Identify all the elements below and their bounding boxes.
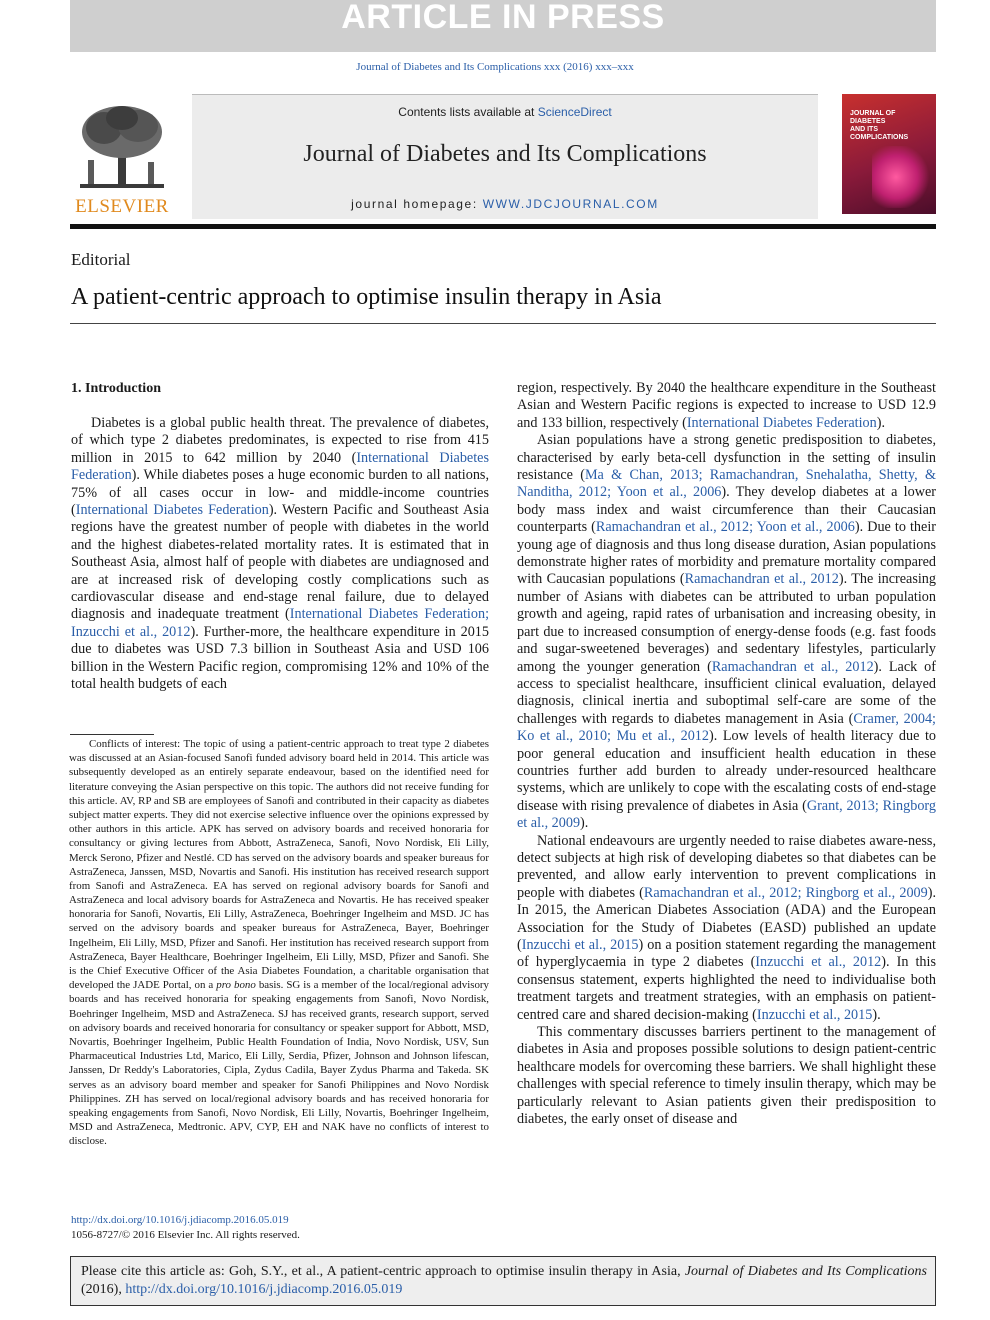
citation-doi-link[interactable]: http://dx.doi.org/10.1016/j.jdiacomp.2016.05.019 <box>125 1282 403 1297</box>
masthead <box>70 94 936 218</box>
text: ). The increasing number of Asians with diabetes can be attributed to urban population growth and ageing, rapid rates of urbanisation and increasing obesity, in part due to increased consumption of energy-dense foods (e.g. fast foods and sugar-sweetened beverages) and sedentary lifestyles, particularly among the younger generation ( <box>517 571 936 675</box>
paragraph <box>517 432 936 832</box>
reference-link[interactable]: International Diabetes Federation <box>686 414 877 431</box>
journal-header <box>192 94 818 219</box>
text: ). In 2015, the American Diabetes Association (ADA) and the European Association for the Study of Diabetes (EASD) published an update ( <box>517 884 937 953</box>
header-divider <box>70 224 936 229</box>
reference-link[interactable]: Ramachandran et al., 2012; Yoon et al., 2006 <box>595 519 855 536</box>
text: ). Due to their young age of diagnosis and thus long disease duration, Asian populations demonstrate higher rates of morbidity and premature mortality compared with Caucasian populations ( <box>517 519 936 588</box>
homepage-prefix: journal homepage: <box>351 197 483 211</box>
footnote-text <box>69 737 489 1148</box>
text: ). While diabetes poses a huge economic burden to all nations, 75% of all cases occur in low- and middle-income countries ( <box>71 467 489 519</box>
reference-link[interactable]: Inzucchi et al., 2015 <box>521 937 639 953</box>
journal-cover-thumbnail[interactable] <box>842 94 936 214</box>
reference-link[interactable]: Ma & Chan, 2013; Ramachandran, Snehalatha, Shetty, & Nanditha, 2012; Yoon et al., 2006 <box>517 467 936 501</box>
reference-link[interactable]: Inzucchi et al., 2015 <box>756 1006 873 1023</box>
text: basis. SG is a member of the local/regional advisory boards and has received honoraria for speaking engagements from Sanofi, Novo Nordisk, Boehringer Ingelheim, MSD and AstraZeneca. SJ has received grants, research support, served on advisory boards and received honoraria for consultancy or speaker support for Abbott, MSD, Novartis, Boehringer Ingelheim, Public Health Foundation of India, Novo Nordisk, USV, Sun Pharmaceutical Industries Ltd, Marico, Eli Lilly, Serdia, Pfizer, Johnson and Johnson lifescan, Janssen, Dr Reddy's Laboratories, Cipla, Zydus Cadila, Bayer Zydus Pharma and Takeda. SK serves as an advisory board member and speaker for Sanofi Philippines and Novo Nordisk Philippines. ZH has served on local/regional advisory boards and has received honoraria for speaking engagements from Sanofi, Novo Nordisk, Eli Lilly, Novartis, Boehringer Ingelheim, MSD and AstraZeneca, Medtronic. APV, CYP, EH and NAK have no conflicts of interest to disclose. <box>69 979 489 1148</box>
homepage-link[interactable]: WWW.JDCJOURNAL.COM <box>482 197 659 211</box>
text: region, respectively. By 2040 the healthcare expenditure in the Southeast Asian and Western Pacific regions is expected to increase to USD 12.9 and 133 billion, respectively ( <box>517 380 936 431</box>
reference-link[interactable]: Ramachandran et al., 2012 <box>684 571 839 588</box>
copyright-line: 1056-8727/© 2016 Elsevier Inc. All rights reserved. <box>71 1229 300 1241</box>
text: ). Lack of access to specialist healthcare, insufficient clinical evaluation, delayed diagnosis, clinical inertia and suboptimal self-care are some of the challenges with regards to diabetes management in Asia ( <box>517 658 936 727</box>
cover-line: DIABETES <box>850 118 886 125</box>
reference-link[interactable]: Ramachandran et al., 2012; Ringborg et al., 2009 <box>643 884 928 901</box>
title-divider <box>70 323 936 324</box>
right-column <box>517 380 936 1128</box>
text: ). They develop diabetes at a lower body mass index and waist circumference than their Caucasian counterparts ( <box>517 484 936 536</box>
article-type: Editorial <box>71 250 131 269</box>
reference-link[interactable]: International Diabetes Federation <box>75 502 269 519</box>
doi-link[interactable]: http://dx.doi.org/10.1016/j.jdiacomp.2016.05.019 <box>71 1214 289 1226</box>
elsevier-logo[interactable] <box>70 104 174 217</box>
article-title: A patient-centric approach to optimise insulin therapy in Asia <box>71 284 662 310</box>
cover-line: COMPLICATIONS <box>850 134 909 141</box>
paragraph <box>517 380 936 432</box>
elsevier-tree-icon <box>74 104 170 190</box>
reference-link[interactable]: Inzucchi et al., 2012 <box>755 954 882 971</box>
text: ). Western Pacific and Southeast Asia regions have the greatest number of people with diabetes in the world and the highest diabetes-related mortality rates. It is estimated that in Southeast Asia, almost half of people with diabetes are undiagnosed and are at increased risk of developing costly complications such as cardiovascular disease and end-stage renal failure, due to delayed diagnosis and inadequate treatment ( <box>71 502 489 623</box>
text: Diabetes is a global public health threat. The prevalence of diabetes, of which type 2 diabetes predominates, is expected to rise from 415 million in 2015 to 642 million by 2040 ( <box>71 415 489 466</box>
citation-box <box>70 1256 936 1306</box>
paragraph <box>517 833 936 1024</box>
journal-citation-link[interactable]: Journal of Diabetes and Its Complications xxx (2016) xxx–xxx <box>356 61 634 73</box>
publisher-name: ELSEVIER <box>75 196 169 217</box>
conflicts-of-interest-footnote <box>69 737 489 1148</box>
text: (2016), <box>81 1282 126 1297</box>
text: ). <box>872 1006 881 1023</box>
sciencedirect-link[interactable]: ScienceDirect <box>537 105 612 119</box>
journal-name: Journal of Diabetes and Its Complications <box>684 1264 927 1279</box>
citation-text <box>81 1263 927 1299</box>
text: ) on a position statement regarding the management of hyperglycaemia in type 2 diabetes ( <box>517 937 936 971</box>
reference-link[interactable]: Cramer, 2004; Ko et al., 2010; Mu et al., 2012 <box>517 710 936 745</box>
reference-link[interactable]: Ramachandran et al., 2012 <box>711 658 874 675</box>
paragraph: This commentary discusses barriers pertinent to the management of diabetes in Asia and proposes possible solutions to design patient-centric healthcare models for overcoming these barriers. We shall highlight these challenges with special reference to timely insulin therapy, which may be particularly relevant to Asian patients given their predisposition to diabetes, the early onset of disease and <box>517 1024 936 1128</box>
footnote-divider <box>70 734 154 735</box>
text: Conflicts of interest: The topic of using a patient-centric approach to treat type 2 diabetes was discussed at an Asian-focused Sanofi funded advisory board held in 2014. This article was subsequently developed as an entirely separate endeavour, based on the identified need for literature conveying the Asian perspective on this topic. The authors did not receive funding for this article. AV, RP and SB are employees of Sanofi and contributed in their capacity as diabetes subject matter experts. They did not exercise selective influence over the opinions expressed by other authors in this article. APK has served on advisory boards and received honoraria for consultancy or giving lectures from Abbott, AstraZeneca, Sanofi, Novo Nordisk, Eli Lilly, Merck Serono, Pfizer and Nestlé. CD has served on the advisory boards and speaker bureaus for AstraZeneca, Janssen, MSD, Novartis and Sanofi. His institution has received research support from Sanofi and AstraZeneca. EA has served on regional advisory boards for Sanofi and AstraZeneca and local advisory boards for AstraZeneca and Novartis. He has received speaker honoraria for Sanofi, Novartis, Eli Lilly, AstraZeneca, Boehringer Ingelheim and MSD. JC has served on the advisory boards and speaker bureaus for AstraZeneca, Bayer, Boehringer Ingelheim, Eli Lilly, MSD, Pfizer and Sanofi. Her institution has received research support from AstraZeneca, Bayer Healthcare, Boehringer Ingelheim, Eli Lilly, MSD, Pfizer and Sanofi. She is the Chief Executive Officer of the Asia Diabetes Foundation, a charitable organisation that developed the JADE Portal, on a <box>69 738 489 992</box>
text: National endeavours are urgently needed to raise diabetes aware-ness, detect subjects at high risk of developing diabetes so that diabetes can be prevented, and allow early intervention to prevent complications in people with diabetes ( <box>517 832 936 901</box>
contents-line <box>192 105 818 119</box>
reference-link[interactable]: International Diabetes Federation; Inzucchi et al., 2012 <box>71 606 490 640</box>
cover-title <box>850 110 908 142</box>
cover-line: AND ITS <box>850 126 878 133</box>
text: ). Further-more, the healthcare expenditure in 2015 due to diabetes was USD 7.3 billion in Southeast Asia and USD 106 billion in the Western Pacific region, compromising 12% and 10% of the total health budgets of each <box>71 623 489 693</box>
text: ). <box>876 414 885 431</box>
text: Please cite this article as: Goh, S.Y., et al., A patient-centric approach to optimise insulin therapy in Asia, <box>81 1264 685 1279</box>
cover-artwork <box>872 146 932 208</box>
contents-prefix: Contents lists available at <box>398 105 538 119</box>
reference-link[interactable]: International Diabetes Federation <box>71 449 489 484</box>
section-heading: 1. Introduction <box>71 381 161 396</box>
homepage-line <box>192 197 818 211</box>
text: ). Low levels of health literacy due to poor general education and insufficient health education in these countries further add burden to already under-resourced healthcare systems, which are unlikely to cope with the escalating costs of end-stage disease with rising prevalence of diabetes in Asia ( <box>517 728 936 814</box>
text: ). <box>580 815 589 832</box>
italic-text: pro bono <box>216 979 256 992</box>
paragraph <box>71 415 489 694</box>
left-column <box>71 380 489 694</box>
article-in-press-banner <box>70 0 936 52</box>
text: ). In this consensus statement, experts highlighted the need to individualise both treatment targets and treatment strategies, with an emphasis on patient-centred care and shared decision-making ( <box>517 954 936 1023</box>
text: Asian populations have a strong genetic predisposition to diabetes, characterised by early beta-cell dysfunction in the setting of insulin resistance ( <box>517 432 936 484</box>
banner-text: ARTICLE IN PRESS <box>341 0 665 36</box>
journal-title: Journal of Diabetes and Its Complications <box>303 141 707 167</box>
reference-link[interactable]: Grant, 2013; Ringborg et al., 2009 <box>517 797 936 832</box>
cover-line: JOURNAL OF <box>850 110 896 117</box>
